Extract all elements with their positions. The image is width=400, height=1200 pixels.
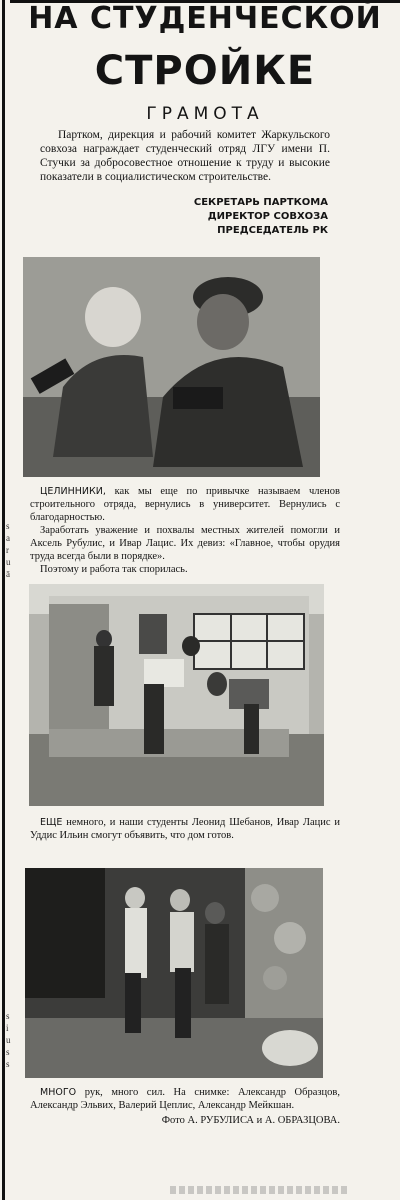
photo-students-carrying-stones: [25, 868, 323, 1078]
left-column-fragment-lower: s i u s s: [6, 1011, 11, 1069]
left-column-rule: [2, 0, 5, 1200]
caption-2: ЕЩЕ немного, и наши студенты Леонид Шебанов, Ивар Лацис и Уддис Ильин смогут объявить, что дом готов.: [30, 817, 340, 841]
signatures: [194, 196, 328, 238]
photo-students-building-house: [29, 584, 324, 806]
page-footer-mark: [170, 1186, 350, 1194]
caption-1: ЦЕЛИННИКИ, как мы еще по привычке называем членов строительного отряда, вернулись в университет. Вернулись с благодарностью. Заработать уважение и похвалы местных жителей помогли и Аксель Рубулис, и Ивар Лацис. Их девиз: «Главное, чтобы орудия труда всегда были в порядке». Поэтому и работа так спорилась.: [30, 486, 340, 575]
left-column-fragment: s a r u ā: [6, 521, 11, 579]
signature-chairman: ПРЕДСЕДАТЕЛЬ РК: [217, 225, 328, 236]
headline-line1: НА СТУДЕНЧЕСКОЙ: [28, 2, 382, 34]
gramota-title: ГРАМОТА: [146, 104, 264, 124]
signature-director: ДИРЕКТОР СОВХОЗА: [207, 211, 328, 222]
photo-credit: Фото А. РУБУЛИСА и А. ОБРАЗЦОВА.: [161, 1115, 340, 1126]
photo-two-students-tools: [23, 257, 320, 477]
gramota-text: Партком, дирекция и рабочий комитет Жаркульского совхоза награждает студенческий отряд ЛГУ имени П. Стучки за добросовестное отношение к труду и высокие показатели в социалистическом строительстве.: [40, 129, 330, 183]
signature-secretary: СЕКРЕТАРЬ ПАРТКОМА: [193, 197, 328, 208]
headline-line2: СТРОЙКЕ: [94, 48, 316, 94]
caption-3: МНОГО рук, много сил. На снимке: Александр Образцов, Александр Эльвих, Валерий Цеплис, Александр Мейкшан. Фото А. РУБУЛИСА и А. ОБРАЗЦОВА.: [30, 1087, 340, 1126]
